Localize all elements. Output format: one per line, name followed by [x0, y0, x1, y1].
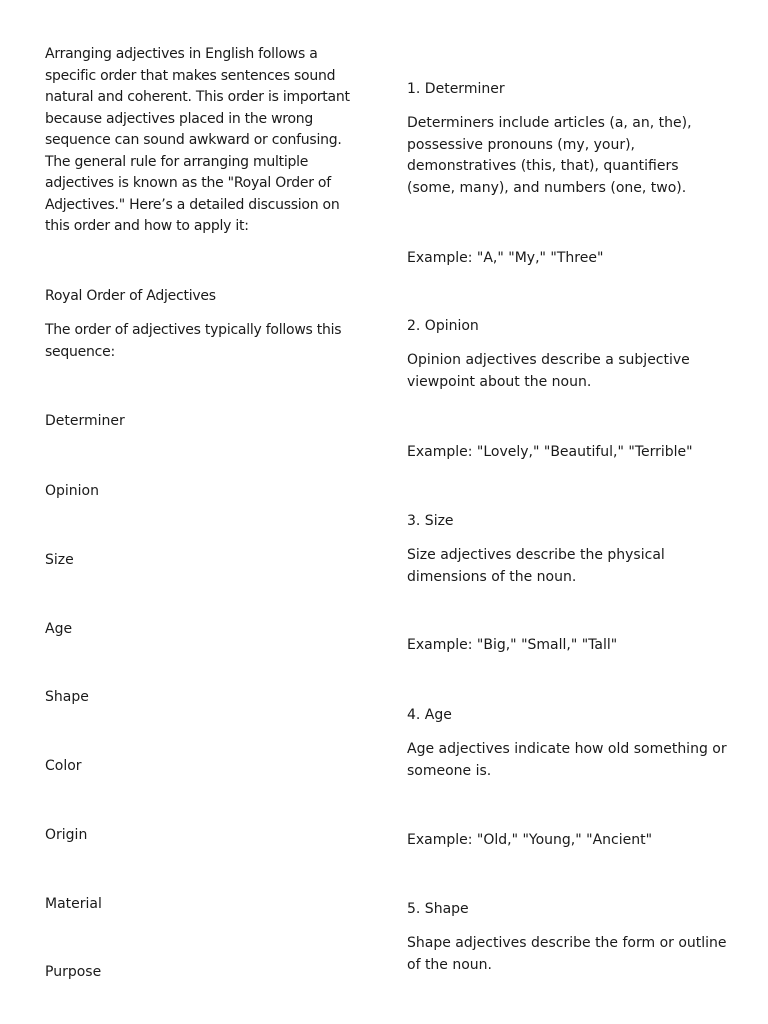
section-title: 1. Determiner: [407, 81, 505, 97]
section-example: Example: "Big," "Small," "Tall": [407, 637, 618, 653]
left-column: [45, 44, 367, 980]
section-shape: [407, 899, 727, 973]
order-item-origin: Origin: [45, 827, 88, 843]
section-example: Example: "A," "My," "Three": [407, 250, 604, 266]
section-title: 5. Shape: [407, 901, 469, 917]
section-title: 4. Age: [407, 707, 452, 723]
section-determiner: [407, 79, 727, 266]
section-description: Shape adjectives describe the form or outline of the noun.: [407, 935, 727, 973]
section-description: Size adjectives describe the physical dimensions of the noun.: [407, 547, 665, 585]
intro-paragraph: Arranging adjectives in English follows a specific order that makes sentences sound natural and coherent. This order is important because adjectives placed in the wrong sequence can sound awkward or confusing. The general rule for arranging multiple adjectives is known as the "Royal Order of Adjectives." Here’s a detailed discussion on this order and how to apply it:: [45, 46, 350, 234]
order-item-color: Color: [45, 758, 82, 774]
section-opinion: [407, 316, 727, 460]
section-example: Example: "Lovely," "Beautiful," "Terrible": [407, 444, 693, 460]
section-example: Example: "Old," "Young," "Ancient": [407, 832, 653, 848]
order-item-age: Age: [45, 621, 73, 637]
order-item-determiner: Determiner: [45, 413, 125, 429]
section-size: [407, 511, 727, 653]
section-age: [407, 705, 727, 848]
section-title: 3. Size: [407, 513, 454, 529]
order-item-material: Material: [45, 896, 102, 912]
section-description: Opinion adjectives describe a subjective viewpoint about the noun.: [407, 352, 690, 390]
royal-order-heading: Royal Order of Adjectives: [45, 288, 216, 304]
section-description: Age adjectives indicate how old something or someone is.: [407, 741, 727, 779]
order-item-purpose: Purpose: [45, 964, 102, 980]
order-item-size: Size: [45, 552, 74, 568]
order-intro-paragraph: The order of adjectives typically follows this sequence:: [45, 322, 342, 360]
order-item-shape: Shape: [45, 689, 89, 705]
order-item-opinion: Opinion: [45, 483, 99, 499]
section-title: 2. Opinion: [407, 318, 479, 334]
section-description: Determiners include articles (a, an, the), possessive pronouns (my, your), demonstratives (this, that), quantifiers (some, many), and numbers (one, two).: [407, 115, 692, 196]
